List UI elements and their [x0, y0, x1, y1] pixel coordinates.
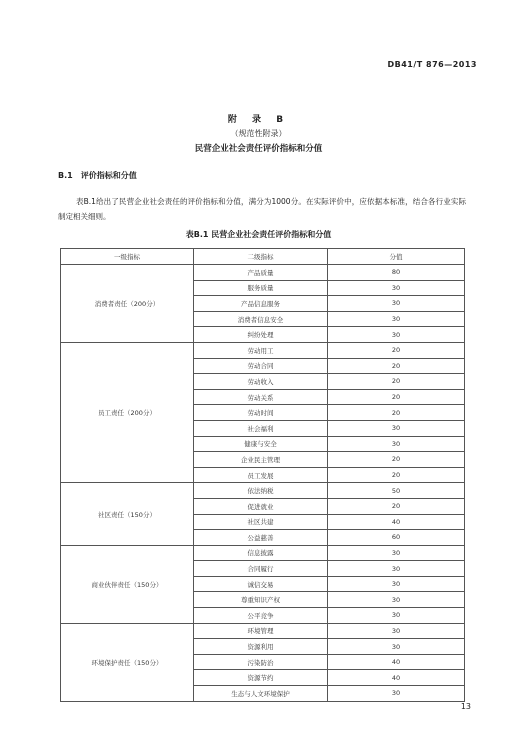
indicator-cell: 生态与人文环境保护: [194, 686, 328, 702]
table-row: [61, 545, 465, 561]
table-row: [61, 342, 465, 358]
indicator-cell: 服务质量: [194, 280, 328, 296]
score-cell: 20: [328, 467, 465, 483]
table-body: [61, 265, 465, 702]
score-cell: 30: [328, 311, 465, 327]
annex-title: 附 录 B: [227, 115, 290, 125]
indicator-cell: 社区共建: [194, 514, 328, 530]
indicator-cell: 产品信息服务: [194, 296, 328, 312]
table-row: [61, 623, 465, 639]
score-cell: 20: [328, 498, 465, 514]
header-score: 分值: [328, 249, 465, 265]
score-cell: 30: [328, 686, 465, 702]
indicator-cell: 尊重知识产权: [194, 592, 328, 608]
score-cell: 20: [328, 389, 465, 405]
score-cell: 30: [328, 420, 465, 436]
indicator-cell: 劳动关系: [194, 389, 328, 405]
score-cell: 30: [328, 623, 465, 639]
section-title: 评价指标和分值: [80, 171, 137, 180]
table-header-row: [61, 249, 465, 265]
header-level1: 一级指标: [61, 249, 194, 265]
page-number: 13: [460, 702, 471, 711]
indicator-cell: 社会福利: [194, 420, 328, 436]
indicator-cell: 健康与安全: [194, 436, 328, 452]
score-cell: 30: [328, 280, 465, 296]
score-table: [60, 248, 465, 702]
score-cell: 20: [328, 452, 465, 468]
score-cell: 60: [328, 530, 465, 546]
indicator-cell: 员工发展: [194, 467, 328, 483]
group-name-cell: 社区责任（150分）: [61, 483, 194, 545]
indicator-cell: 产品质量: [194, 265, 328, 281]
score-cell: 20: [328, 374, 465, 390]
document-code: DB41/T 876—2013: [387, 60, 477, 69]
indicator-cell: 依法纳税: [194, 483, 328, 499]
section-heading: [58, 170, 145, 181]
indicator-cell: 劳动时间: [194, 405, 328, 421]
score-cell: 30: [328, 639, 465, 655]
indicator-cell: 企业民主管理: [194, 452, 328, 468]
score-cell: 30: [328, 576, 465, 592]
indicator-cell: 劳动合同: [194, 358, 328, 374]
score-cell: 30: [328, 296, 465, 312]
group-name-cell: 消费者责任（200分）: [61, 265, 194, 343]
annex-subtitle: （规范性附录）: [230, 129, 287, 138]
indicator-cell: 公益慈善: [194, 530, 328, 546]
score-cell: 80: [328, 265, 465, 281]
header-level2: 二级指标: [194, 249, 328, 265]
score-cell: 30: [328, 561, 465, 577]
section-paragraph: 表B.1给出了民营企业社会责任的评价指标和分值，满分为1000分。在实际评价中，应依据本标准，结合各行业实际制定相关细则。: [58, 197, 466, 221]
group-name-cell: 环境保护责任（150分）: [61, 623, 194, 701]
score-cell: 20: [328, 358, 465, 374]
group-name-cell: 员工责任（200分）: [61, 342, 194, 482]
indicator-cell: 资源利用: [194, 639, 328, 655]
indicator-cell: 促进就业: [194, 498, 328, 514]
score-cell: 20: [328, 342, 465, 358]
section-number: B.1: [58, 171, 73, 180]
score-cell: 20: [328, 405, 465, 421]
score-cell: 30: [328, 327, 465, 343]
indicator-cell: 纠纷处理: [194, 327, 328, 343]
score-cell: 30: [328, 436, 465, 452]
indicator-cell: 环境管理: [194, 623, 328, 639]
score-cell: 30: [328, 545, 465, 561]
indicator-cell: 资源节约: [194, 670, 328, 686]
table-row: [61, 483, 465, 499]
group-name-cell: 商业伙伴责任（150分）: [61, 545, 194, 623]
indicator-cell: 污染防治: [194, 654, 328, 670]
indicator-cell: 劳动收入: [194, 374, 328, 390]
table-caption: 表B.1 民营企业社会责任评价指标和分值: [185, 230, 332, 239]
indicator-cell: 诚信交易: [194, 576, 328, 592]
score-cell: 40: [328, 670, 465, 686]
indicator-cell: 合同履行: [194, 561, 328, 577]
indicator-cell: 公平竞争: [194, 608, 328, 624]
indicator-cell: 劳动用工: [194, 342, 328, 358]
score-cell: 40: [328, 654, 465, 670]
score-cell: 50: [328, 483, 465, 499]
score-cell: 30: [328, 608, 465, 624]
score-cell: 40: [328, 514, 465, 530]
indicator-cell: 信息披露: [194, 545, 328, 561]
table-row: [61, 265, 465, 281]
score-cell: 30: [328, 592, 465, 608]
annex-name: 民营企业社会责任评价指标和分值: [194, 144, 323, 154]
indicator-cell: 消费者信息安全: [194, 311, 328, 327]
